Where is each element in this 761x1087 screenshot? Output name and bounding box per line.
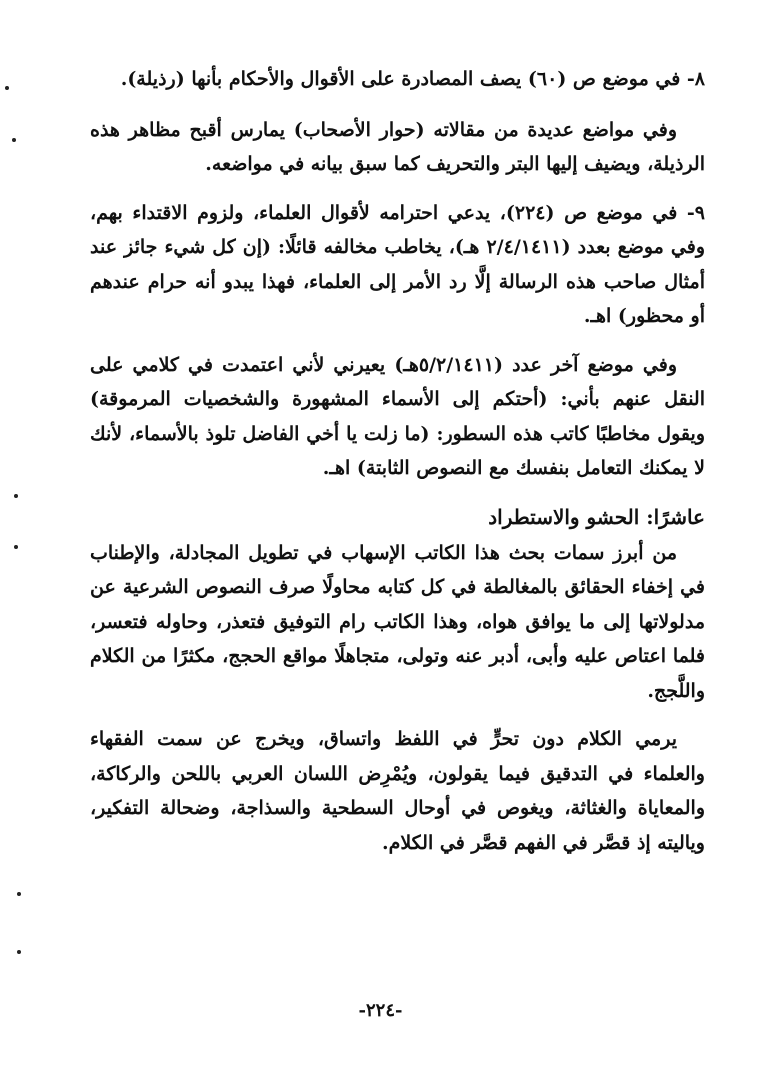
paragraph-item-9-continued: وفي موضع آخر عدد (٥/٢/١٤١١هـ) يعيرني لأني اعتمدت في كلامي على النقل عنهم بأني: (أحتكم إلى الأسماء المشهورة والشخصيات المرموقة) ويقول مخاطبًا كاتب هذه السطور: (ما زلت يا أخي الفاضل تلوذ بالأسماء، لأنك لا يمكنك التعامل بنفسك مع النصوص الثابتة) اهـ. bbox=[90, 353, 705, 479]
paragraph-item-9: ٩- في موضع ص (٢٢٤)، يدعي احترامه لأقوال العلماء، ولزوم الاقتداء بهم، وفي موضع بعدد (٢/٤/١٤١١ هـ)، يخاطب مخالفه قائلًا: (إن كل شيء جائز عند أمثال صاحب هذه الرسالة إلَّا رد الأمر إلى العلماء، فهذا يبدو أنه حرام عندهم أو محظور) اهـ. bbox=[90, 201, 705, 327]
paragraph-item-8-continued: وفي مواضع عديدة من مقالاته (حوار الأصحاب) يمارس أقبح مظاهر هذه الرذيلة، ويضيف إليها البتر والتحريف كما سبق بيانه في مواضعه. bbox=[90, 118, 705, 175]
margin-dot bbox=[14, 494, 18, 498]
paragraph-item-8: ٨- في موضع ص (٦٠) يصف المصادرة على الأقوال والأحكام بأنها (رذيلة). bbox=[120, 68, 705, 90]
paragraph-section-body: يرمي الكلام دون تحرٍّ في اللفظ واتساق، ويخرج عن سمت الفقهاء والعلماء في التدقيق فيما يقولون، ويُمْرِض اللسان العربي باللحن والركاكة، والمعاياة والغثاثة، ويغوص في أوحال السطحية والسذاجة، وضحالة التفكير، وياليته إذ قصَّر في الفهم قصَّر في الكلام. bbox=[90, 728, 705, 854]
margin-dot bbox=[17, 892, 21, 896]
margin-dot bbox=[12, 138, 16, 142]
section-heading: عاشرًا: الحشو والاستطراد bbox=[488, 504, 705, 529]
margin-dot bbox=[14, 545, 18, 549]
paragraph-section-intro: من أبرز سمات بحث هذا الكاتب الإسهاب في تطويل المجادلة، والإطناب في إخفاء الحقائق بالمغالطة في كل كتابه محاولًا صرف النصوص الشرعية عن مدلولاتها إلى ما يوافق هواه، وهذا الكاتب رام التوفيق فتعذر، وحاوله فتعسر، فلما اعتاص عليه وأبى، أدبر عنه وتولى، متجاهلًا مواقع الحجج، مكثرًا من الكلام واللَّجج. bbox=[90, 541, 705, 702]
margin-dot bbox=[5, 86, 9, 90]
page-number: -٢٢٤- bbox=[358, 1000, 403, 1021]
margin-dot bbox=[17, 950, 21, 954]
page-body bbox=[90, 62, 705, 860]
